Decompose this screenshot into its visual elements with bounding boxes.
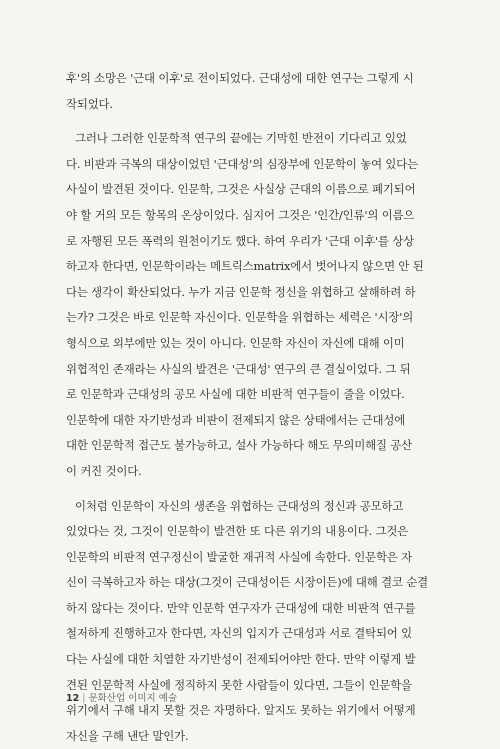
text-line: 있었다는 것, 그것이 인문학이 발견한 또 다른 위기의 내용이다. 그것은 — [66, 519, 438, 545]
paragraph-2 — [66, 126, 438, 484]
text-line: 로 인문학과 근대성의 공모 사실에 대한 비판적 연구들이 줄을 이었다. — [66, 382, 438, 408]
text-line: 사실이 발견된 것이다. 인문학, 그것은 사실상 근대의 이름으로 폐기되어 — [66, 177, 438, 203]
text-line: 후'의 소망은 '근대 이후'로 전이되었다. 근대성에 대한 연구는 그렇게 시 — [66, 66, 438, 92]
text-line: 작되었다. — [66, 92, 438, 118]
book-title: 문화산업 이미지 예술 — [88, 693, 177, 704]
text-line: 다는 생각이 확산되었다. 누가 지금 인문학 정신을 위협하고 살해하려 하 — [66, 280, 438, 306]
text-line: 다. 비판과 극복의 대상이었던 '근대성'의 심장부에 인문학이 놓여 있다는 — [66, 152, 438, 178]
text-line: 하지 않다는 것이다. 만약 인문학 연구자가 근대성에 대한 비판적 연구를 — [66, 596, 438, 622]
text-line: 하고자 한다면, 인문학이라는 메트릭스matrix에서 벗어나지 않으면 안 된 — [66, 254, 438, 280]
text-line: 견된 인문학적 사실에 정직하지 못한 사람들이 있다면, 그들이 인문학을 — [66, 673, 438, 699]
body-text — [66, 66, 438, 749]
text-line: 철저하게 진행하고자 한다면, 자신의 입지가 근대성과 서로 결탁되어 있 — [66, 621, 438, 647]
text-line: 인문학에 대한 자기반성과 비판이 전제되지 않은 상태에서는 근대성에 — [66, 408, 438, 434]
text-line: 자신을 구해 낸단 말인가. — [66, 724, 438, 749]
paragraph-1 — [66, 66, 438, 117]
text-line: 위기에서 구해 내지 못할 것은 자명하다. 알지도 못하는 위기에서 어떻게 — [66, 698, 438, 724]
text-line: 그러나 그러한 인문학적 연구의 끝에는 기막힌 반전이 기다리고 있었 — [66, 126, 438, 152]
page-footer — [66, 690, 177, 704]
text-line: 이 커진 것이다. — [66, 459, 438, 485]
text-line: 야 할 거의 모든 항목의 온상이었다. 심지어 그것은 '인간/인류'의 이름으 — [66, 203, 438, 229]
folio-separator: | — [82, 693, 85, 704]
text-line: 형식으로 외부에만 있는 것이 아니다. 인문학 자신이 자신에 대해 이미 — [66, 331, 438, 357]
text-line: 는가? 그것은 바로 인문학 자신이다. 인문학을 위협하는 세력은 '시장'의 — [66, 305, 438, 331]
page-number: 12 — [66, 693, 79, 704]
paragraph-3 — [66, 494, 438, 749]
text-line: 인문학의 비판적 연구정신이 발굴한 재귀적 사실에 속한다. 인문학은 자 — [66, 545, 438, 571]
text-line: 신이 극복하고자 하는 대상(그것이 근대성이든 시장이든)에 대해 결코 순결 — [66, 570, 438, 596]
text-line: 위협적인 존재라는 사실의 발견은 '근대성' 연구의 큰 결실이었다. 그 뒤 — [66, 357, 438, 383]
text-line: 다는 사실에 대한 치열한 자기반성이 전제되어야만 한다. 만약 이렇게 발 — [66, 647, 438, 673]
text-line: 로 자행된 모든 폭력의 원천이기도 했다. 하여 우리가 '근대 이후'를 상상 — [66, 229, 438, 255]
text-line: 대한 인문학적 접근도 불가능하고, 설사 가능하다 해도 무의미해질 공산 — [66, 433, 438, 459]
text-line: 이처럼 인문학이 자신의 생존을 위협하는 근대성의 정신과 공모하고 — [66, 494, 438, 520]
